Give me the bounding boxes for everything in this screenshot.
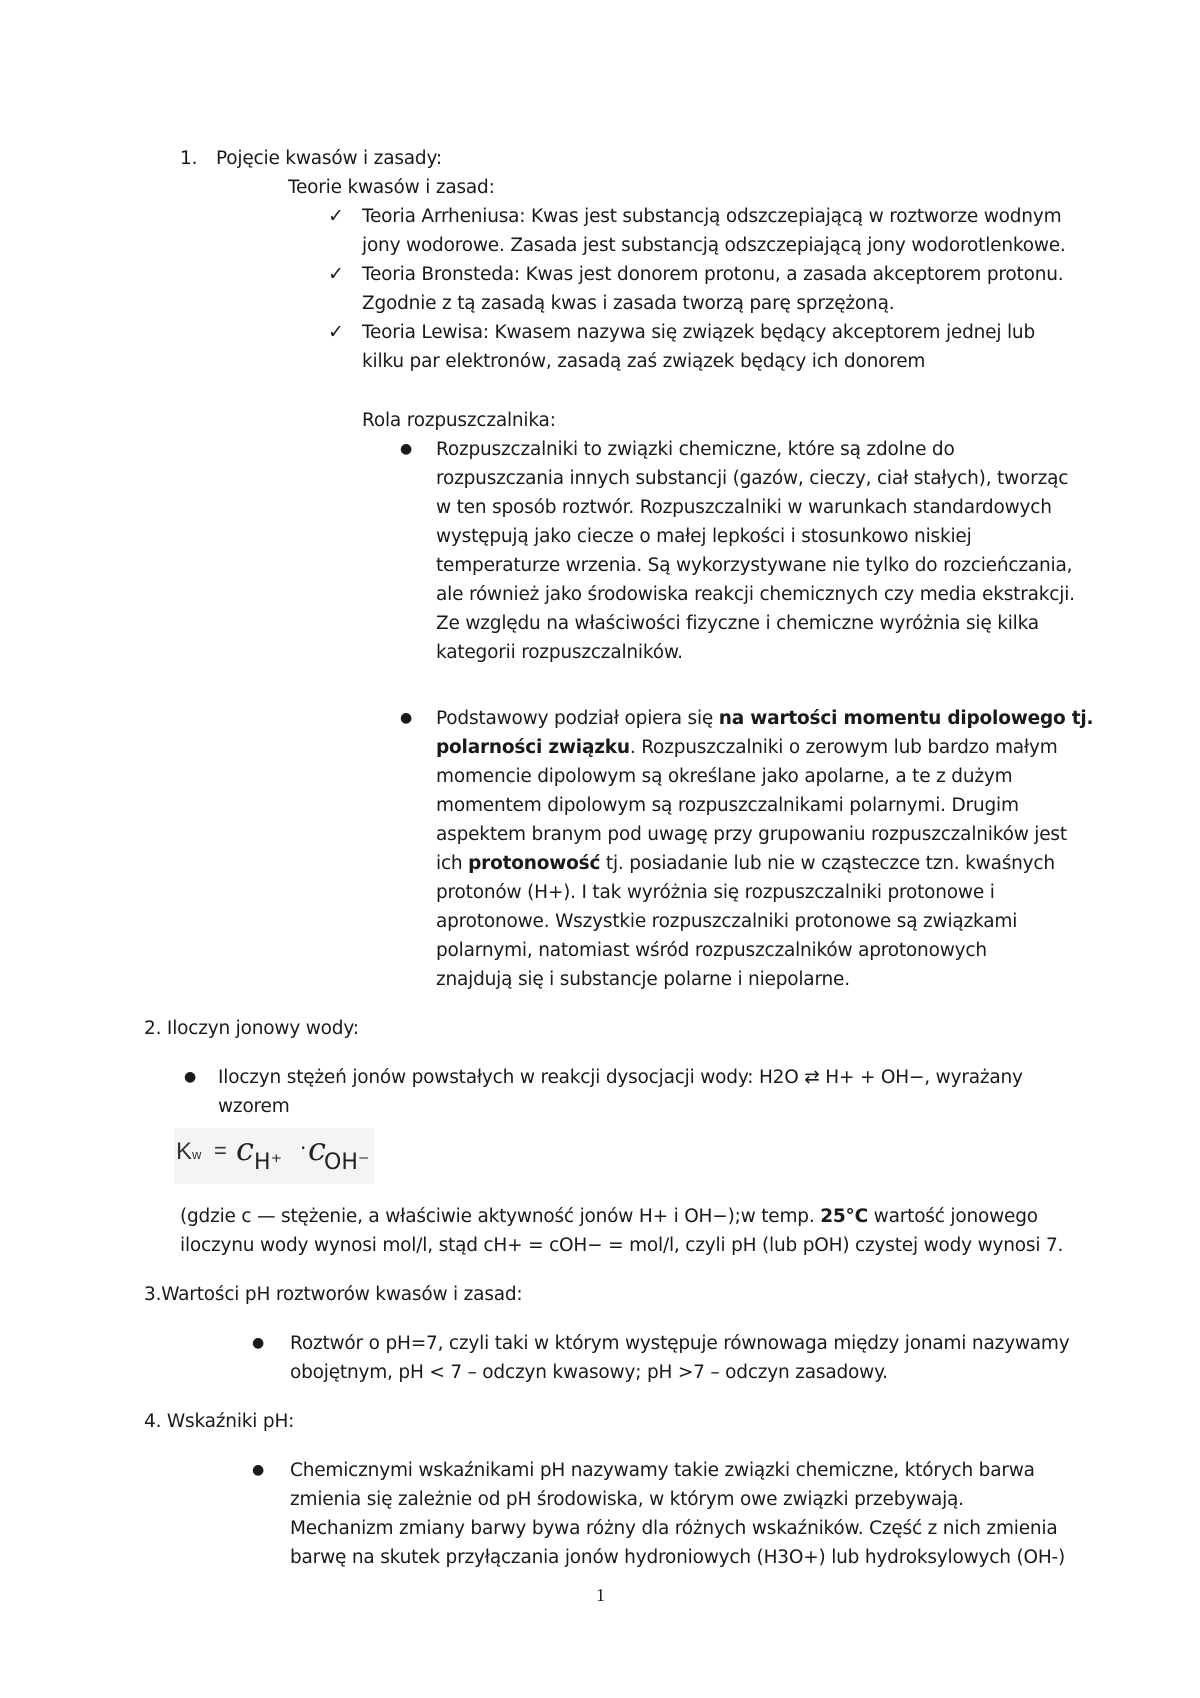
check-icon: ✓ [328, 263, 344, 285]
paragraph-line: Teoria Arrheniusa: Kwas jest substancją odszczepiającą w roztworze wodnym [362, 206, 1062, 227]
section-heading: 2. Iloczyn jonowy wody: [144, 1018, 359, 1039]
water-ion-product-formula [174, 1128, 374, 1184]
text-run: ich [436, 853, 469, 874]
paragraph-line: Roztwór o pH=7, czyli taki w którym występuje równowaga między jonami nazywamy [290, 1333, 1070, 1354]
paragraph-line [180, 1202, 1038, 1231]
section-heading: 3.Wartości pH roztworów kwasów i zasad: [144, 1284, 523, 1305]
bold-text: protonowość [468, 853, 601, 874]
paragraph-line: Mechanizm zmiany barwy bywa różny dla różnych wskaźników. Część z nich zmienia [290, 1518, 1058, 1539]
check-icon: ✓ [328, 205, 344, 227]
section-heading: Pojęcie kwasów i zasady: [216, 148, 442, 169]
paragraph-line: iloczynu wody wynosi mol/l, stąd cH+ = cOH− = mol/l, czyli pH (lub pOH) czystej wody wynosi 7. [180, 1235, 1064, 1256]
formula-dot: · [300, 1136, 307, 1160]
list-number: 1. [180, 148, 198, 169]
text-run: tj. posiadanie lub nie w cząsteczce tzn. kwaśnych [600, 853, 1055, 874]
bold-text: na wartości momentu dipolowego tj. [718, 708, 1094, 729]
paragraph-line: Rozpuszczalniki to związki chemiczne, które są zdolne do [436, 439, 955, 460]
paragraph-line: Teoria Bronsteda: Kwas jest donorem protonu, a zasada akceptorem protonu. [362, 264, 1064, 285]
paragraph-line: jony wodorowe. Zasada jest substancją odszczepiającą jony wodorotlenkowe. [362, 235, 1066, 256]
paragraph-line: barwę na skutek przyłączania jonów hydroniowych (H3O+) lub hydroksylowych (OH-) [290, 1547, 1066, 1568]
paragraph-line: Teoria Lewisa: Kwasem nazywa się związek będący akceptorem jednej lub [362, 322, 1035, 343]
bullet-icon: ● [252, 1462, 265, 1478]
section-heading: 4. Wskaźniki pH: [144, 1411, 295, 1432]
paragraph-line: zmienia się zależnie od pH środowiska, w którym owe związki przebywają. [290, 1489, 964, 1510]
paragraph-line: wzorem [218, 1096, 290, 1117]
subheading: Teorie kwasów i zasad: [288, 177, 495, 198]
paragraph-line: temperaturze wrzenia. Są wykorzystywane nie tylko do rozcieńczania, [436, 555, 1073, 576]
paragraph-line [436, 849, 1055, 878]
paragraph-line: Iloczyn stężeń jonów powstałych w reakcji dysocjacji wody: H2O ⇄ H+ + OH−, wyrażany [218, 1067, 1023, 1088]
paragraph-line: aspektem branym pod uwagę przy grupowaniu rozpuszczalników jest [436, 824, 1067, 845]
paragraph-line: Zgodnie z tą zasadą kwas i zasada tworzą parę sprzężoną. [362, 293, 895, 314]
paragraph-line: rozpuszczania innych substancji (gazów, cieczy, ciał stałych), tworząc [436, 468, 1069, 489]
paragraph-line [436, 704, 1093, 733]
paragraph-line: momencie dipolowym są określane jako apolarne, a te z dużym [436, 766, 1013, 787]
formula-k: Kw [176, 1138, 202, 1165]
bold-text: polarności związku [436, 737, 630, 758]
paragraph-line: protonów (H+). I tak wyróżnia się rozpuszczalniki protonowe i [436, 882, 995, 903]
paragraph-line: Ze względu na właściwości fizyczne i chemiczne wyróżnia się kilka [436, 613, 1039, 634]
text-run: (gdzie c — stężenie, a właściwie aktywność jonów H+ i OH−);w temp. [180, 1206, 821, 1227]
text-run: Podstawowy podział opiera się [436, 708, 719, 729]
text-run: . Rozpuszczalniki o zerowym lub bardzo małym [629, 737, 1058, 758]
bullet-icon: ● [252, 1335, 265, 1351]
paragraph-line: momentem dipolowym są rozpuszczalnikami polarnymi. Drugim [436, 795, 1019, 816]
bullet-icon: ● [400, 441, 413, 457]
bullet-icon: ● [400, 710, 413, 726]
bold-text: 25°C [820, 1206, 868, 1227]
paragraph-line: znajdują się i substancje polarne i niepolarne. [436, 969, 850, 990]
formula-c-oh: c [308, 1130, 326, 1168]
text-run: wartość jonowego [867, 1206, 1038, 1227]
formula-c-h: c [236, 1130, 254, 1168]
paragraph-line: aprotonowe. Wszystkie rozpuszczalniki protonowe są związkami [436, 911, 1018, 932]
paragraph-line: występują jako ciecze o małej lepkości i stosunkowo niskiej [436, 526, 972, 547]
paragraph-line: obojętnym, pH < 7 – odczyn kwasowy; pH >7 – odczyn zasadowy. [290, 1362, 888, 1383]
paragraph-line: kategorii rozpuszczalników. [436, 642, 683, 663]
subheading: Rola rozpuszczalnika: [362, 410, 556, 431]
paragraph-line: w ten sposób roztwór. Rozpuszczalniki w warunkach standardowych [436, 497, 1052, 518]
page-number: 1 [596, 1585, 605, 1605]
check-icon: ✓ [328, 321, 344, 343]
formula-sub-oh: OH⁻ [324, 1150, 370, 1175]
formula-sub-h: H⁺ [254, 1150, 283, 1175]
paragraph-line: ale również jako środowiska reakcji chemicznych czy media ekstrakcji. [436, 584, 1075, 605]
bullet-icon: ● [184, 1069, 197, 1085]
paragraph-line: Chemicznymi wskaźnikami pH nazywamy takie związki chemiczne, których barwa [290, 1460, 1035, 1481]
paragraph-line [436, 733, 1058, 762]
paragraph-line: polarnymi, natomiast wśród rozpuszczalników aprotonowych [436, 940, 987, 961]
paragraph-line: kilku par elektronów, zasadą zaś związek będący ich donorem [362, 351, 926, 372]
formula-equals: = [214, 1138, 227, 1163]
